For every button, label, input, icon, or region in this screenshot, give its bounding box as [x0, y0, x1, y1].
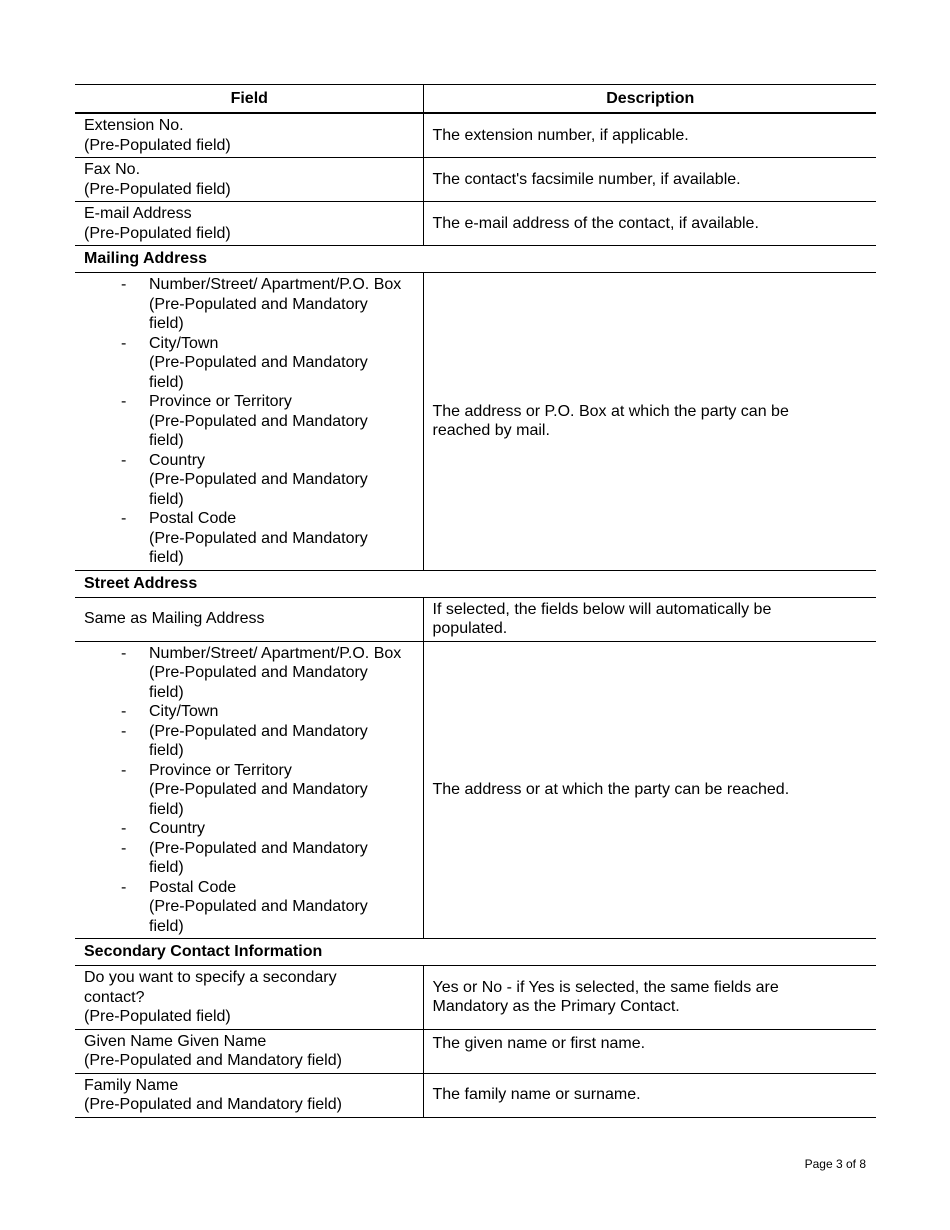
bullet-dash: -	[121, 820, 127, 837]
list-item: - (Pre-Populated and Mandatory field)	[121, 839, 368, 876]
bullet-dash: -	[121, 839, 127, 857]
field-cell-street	[75, 641, 423, 939]
description-cell-mailing: The address or P.O. Box at which the party can be reached by mail.	[423, 273, 876, 571]
description-cell-street: The address or at which the party can be reached.	[423, 641, 876, 939]
description-cell-given-name: The given name or first name.	[423, 1029, 876, 1073]
field-name: Extension No.	[84, 117, 184, 134]
field-cell-given-name: Given Name Given Name (Pre-Populated and Mandatory field)	[75, 1029, 423, 1073]
section-row-secondary-contact	[75, 939, 876, 966]
list-item: - Number/Street/ Apartment/P.O. Box (Pre-Populated and Mandatory field)	[121, 276, 402, 332]
field-note: (Pre-Populated field)	[84, 136, 231, 154]
field-note: (Pre-Populated field)	[84, 224, 231, 242]
field-cell-mailing	[75, 273, 423, 571]
field-name: Fax No.	[84, 161, 141, 178]
header-field: Field	[75, 85, 423, 114]
table-row-email	[75, 202, 876, 246]
section-title: Secondary Contact Information	[75, 939, 876, 966]
mailing-field-list	[84, 275, 415, 568]
field-name: E-mail Address	[84, 205, 192, 222]
description-cell-family-name: The family name or surname.	[423, 1073, 876, 1117]
table-row-extension	[75, 113, 876, 158]
list-item: - Number/Street/ Apartment/P.O. Box (Pre-Populated and Mandatory field)	[121, 644, 402, 701]
section-title: Street Address	[75, 570, 876, 597]
section-row-street-address	[75, 570, 876, 597]
table-row-street-fields	[75, 641, 876, 939]
bullet-dash: -	[121, 276, 127, 293]
bullet-dash: -	[121, 510, 127, 527]
list-item: - Country	[121, 820, 206, 837]
field-cell-extension	[75, 113, 423, 158]
table-row-family-name	[75, 1073, 876, 1117]
table-row-given-name	[75, 1029, 876, 1073]
field-cell-same-as-mailing: Same as Mailing Address	[75, 597, 423, 641]
header-description: Description	[423, 85, 876, 114]
table-row-mailing-fields	[75, 273, 876, 571]
bullet-dash: -	[121, 334, 127, 352]
bullet-dash: -	[121, 761, 127, 779]
description-cell-same-as-mailing: If selected, the fields below will automatically be populated.	[423, 597, 876, 641]
field-cell-family-name: Family Name (Pre-Populated and Mandatory field)	[75, 1073, 423, 1117]
section-title: Mailing Address	[75, 246, 876, 273]
field-cell-email	[75, 202, 423, 246]
list-item: - City/Town	[121, 703, 219, 720]
table-row-fax	[75, 158, 876, 202]
bullet-dash: -	[121, 703, 127, 720]
bullet-dash: -	[121, 393, 127, 410]
description-cell-email: The e-mail address of the contact, if available.	[423, 202, 876, 246]
list-item: - Country (Pre-Populated and Mandatory field)	[121, 451, 368, 508]
bullet-dash: -	[121, 644, 127, 662]
section-row-mailing-address	[75, 246, 876, 273]
list-item: - City/Town (Pre-Populated and Mandatory field)	[121, 334, 368, 391]
table-row-same-as-mailing	[75, 597, 876, 641]
description-cell-fax: The contact's facsimile number, if available.	[423, 158, 876, 202]
field-note: (Pre-Populated field)	[84, 180, 231, 198]
description-cell-secondary-question: Yes or No - if Yes is selected, the same fields are Mandatory as the Primary Contact.	[423, 966, 876, 1030]
field-description-table	[75, 84, 876, 1118]
field-cell-fax	[75, 158, 423, 202]
list-item: - (Pre-Populated and Mandatory field)	[121, 722, 368, 759]
list-item: - Province or Territory (Pre-Populated and Mandatory field)	[121, 393, 368, 449]
list-item: - Province or Territory (Pre-Populated and Mandatory field)	[121, 761, 368, 818]
list-item: - Postal Code (Pre-Populated and Mandatory field)	[121, 510, 368, 566]
list-item: - Postal Code (Pre-Populated and Mandatory field)	[121, 878, 368, 935]
street-field-list	[84, 644, 415, 937]
bullet-dash: -	[121, 878, 127, 896]
page-number: Page 3 of 8	[804, 1157, 866, 1171]
table-header-row	[75, 85, 876, 114]
bullet-dash: -	[121, 722, 127, 740]
field-cell-secondary-question: Do you want to specify a secondary contact? (Pre-Populated field)	[75, 966, 423, 1030]
table-row-secondary-question	[75, 966, 876, 1030]
bullet-dash: -	[121, 451, 127, 469]
description-cell-extension: The extension number, if applicable.	[423, 113, 876, 158]
